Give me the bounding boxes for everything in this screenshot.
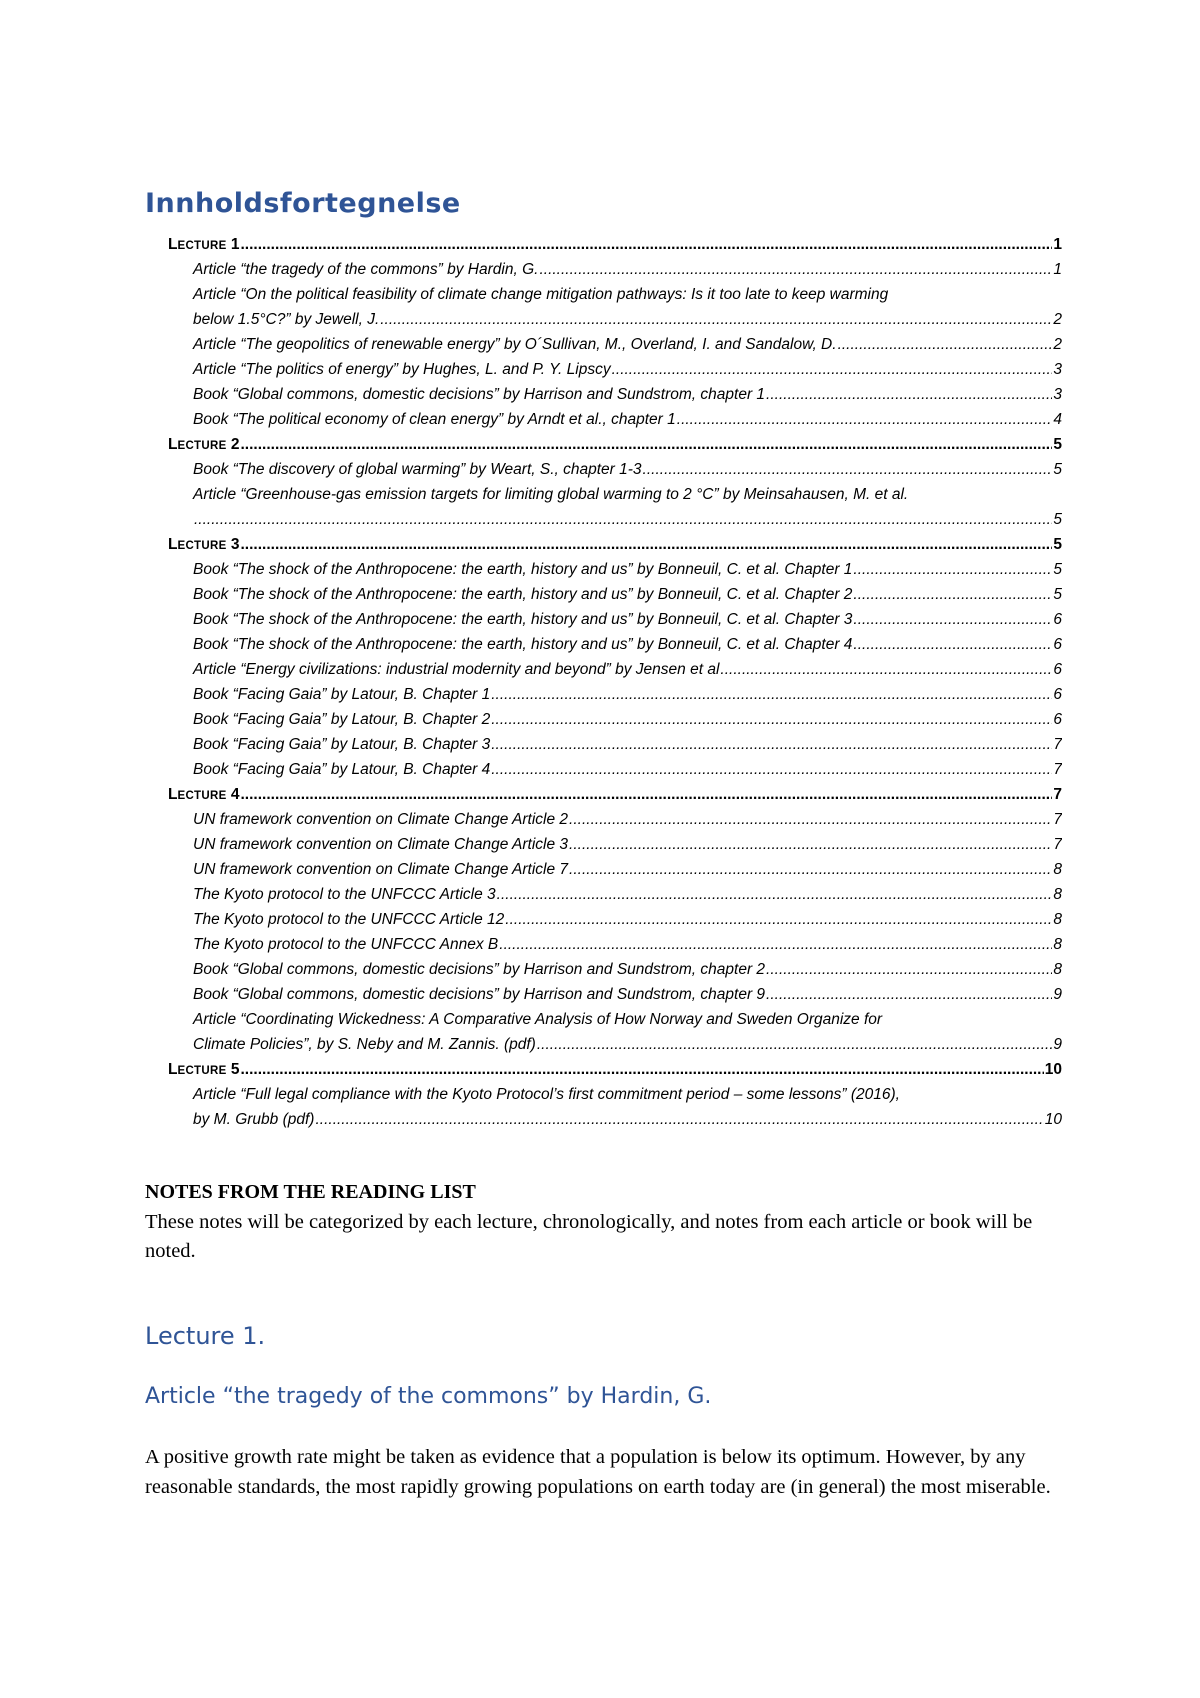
toc-page-number: 3: [1053, 386, 1062, 403]
toc-entry-label: below 1.5°C?” by Jewell, J.: [193, 311, 380, 328]
toc-page-number: 7: [1053, 786, 1062, 803]
body-paragraph: A positive growth rate might be taken as evidence that a population is below its optimum. However, by any reasonable standards, the most rapidly growing populations on earth today are (in general) the most miserable.: [145, 1446, 1051, 1498]
toc-page-number: 5: [1053, 586, 1062, 603]
toc-entry-label: UN framework convention on Climate Change Article 7: [193, 861, 569, 878]
toc-entry[interactable]: [168, 682, 1062, 707]
toc-lecture-label: [168, 532, 240, 557]
toc-leader-dots: [539, 257, 1052, 282]
toc-leader-dots: [853, 607, 1052, 632]
toc-lecture-word-initial: L: [168, 236, 178, 253]
toc-leader-dots: [853, 557, 1052, 582]
toc-page-number: 6: [1053, 636, 1062, 653]
toc-page-number: 2: [1053, 336, 1062, 353]
toc-lecture-entry[interactable]: [168, 532, 1062, 557]
toc-lecture-word-rest: ECTURE: [177, 790, 227, 802]
toc-page-number: 5: [1053, 536, 1062, 553]
toc-page-number: 8: [1053, 861, 1062, 878]
toc-entry[interactable]: [168, 507, 1062, 532]
toc-page-number: 5: [1053, 511, 1062, 528]
toc-lecture-number: 1: [226, 236, 240, 253]
toc-entry-label: UN framework convention on Climate Change Article 3: [193, 836, 569, 853]
article-heading: Article “the tragedy of the commons” by Hardin, G.: [145, 1384, 712, 1409]
toc-leader-dots: [838, 332, 1053, 357]
toc-entry-label: The Kyoto protocol to the UNFCCC Article 3: [193, 886, 496, 903]
toc-page-number: 10: [1044, 1111, 1062, 1128]
notes-intro: These notes will be categorized by each lecture, chronologically, and notes from each article or book will be noted.: [145, 1211, 1033, 1262]
toc-lecture-label: [168, 782, 240, 807]
toc-entry[interactable]: [168, 307, 1062, 332]
toc-entry-label: Book “Global commons, domestic decisions” by Harrison and Sundstrom, chapter 2: [193, 961, 766, 978]
toc-entry-label: Article “The geopolitics of renewable energy” by O´Sullivan, M., Overland, I. and Sandalow, D.: [193, 336, 837, 353]
toc-page-number: 3: [1053, 361, 1062, 378]
toc-entry[interactable]: [168, 857, 1062, 882]
toc-entry[interactable]: [168, 982, 1062, 1007]
toc-leader-dots: [241, 782, 1053, 807]
toc-leader-dots: [720, 657, 1052, 682]
toc-entry-label: Book “Facing Gaia” by Latour, B. Chapter 1: [193, 686, 491, 703]
toc-entry-label: Book “The discovery of global warming” by Weart, S., chapter 1-3: [193, 461, 642, 478]
toc-lecture-entry[interactable]: [168, 232, 1062, 257]
toc-page-number: 8: [1053, 961, 1062, 978]
toc-entry[interactable]: [168, 932, 1062, 957]
toc-lecture-number: 3: [226, 536, 240, 553]
toc-entry-label: Book “Global commons, domestic decisions” by Harrison and Sundstrom, chapter 1: [193, 386, 766, 403]
toc-entry[interactable]: [168, 907, 1062, 932]
toc-lecture-entry[interactable]: [168, 432, 1062, 457]
toc-leader-dots: [194, 507, 1052, 532]
toc-lecture-label: [168, 432, 240, 457]
toc-page-number: 7: [1053, 736, 1062, 753]
toc-page-number: 6: [1053, 611, 1062, 628]
toc-lecture-number: 5: [226, 1061, 240, 1078]
toc-entry[interactable]: [168, 407, 1062, 432]
toc-page-number: 7: [1053, 761, 1062, 778]
toc-page-number: 5: [1053, 561, 1062, 578]
toc-entry[interactable]: [168, 357, 1062, 382]
toc-entry-label: Book “The shock of the Anthropocene: the earth, history and us” by Bonneuil, C. et al. Chapter 4: [193, 636, 853, 653]
toc-entry[interactable]: [168, 957, 1062, 982]
toc-leader-dots: [491, 682, 1052, 707]
toc-lecture-word-rest: ECTURE: [177, 440, 227, 452]
toc-lecture-word-initial: L: [168, 1061, 178, 1078]
toc-entry-label: by M. Grubb (pdf): [193, 1111, 315, 1128]
toc-page-number: 1: [1053, 236, 1062, 253]
toc-page-number: 9: [1053, 1036, 1062, 1053]
toc-entry[interactable]: [168, 557, 1062, 582]
toc-leader-dots: [766, 982, 1052, 1007]
toc-leader-dots: [241, 532, 1053, 557]
toc-entry[interactable]: [168, 457, 1062, 482]
toc-page-number: 5: [1053, 436, 1062, 453]
toc-entry-label: Article “the tragedy of the commons” by Hardin, G.: [193, 261, 539, 278]
toc-page-number: 6: [1053, 686, 1062, 703]
toc-leader-dots: [569, 857, 1052, 882]
toc-lecture-word-rest: ECTURE: [177, 540, 227, 552]
toc-lecture-word-initial: L: [168, 786, 178, 803]
toc-entry[interactable]: [168, 332, 1062, 357]
toc-entry-label: Article “Energy civilizations: industrial modernity and beyond” by Jensen et al: [193, 661, 720, 678]
toc-lecture-entry[interactable]: [168, 1057, 1062, 1082]
toc-entry-label: Book “Facing Gaia” by Latour, B. Chapter 2: [193, 711, 491, 728]
toc-leader-dots: [491, 757, 1052, 782]
toc-entry[interactable]: [168, 1032, 1062, 1057]
toc-entry-label: Book “The shock of the Anthropocene: the earth, history and us” by Bonneuil, C. et al. Chapter 1: [193, 561, 853, 578]
toc-leader-dots: [241, 1057, 1044, 1082]
toc-page-number: 8: [1053, 936, 1062, 953]
table-of-contents: [168, 232, 1062, 1132]
toc-entry[interactable]: [168, 1107, 1062, 1132]
toc-leader-dots: [491, 707, 1052, 732]
toc-title: Innholdsfortegnelse: [145, 188, 461, 219]
toc-page-number: 10: [1044, 1061, 1062, 1078]
toc-entry[interactable]: [168, 882, 1062, 907]
toc-entry-label: Book “The shock of the Anthropocene: the earth, history and us” by Bonneuil, C. et al. Chapter 3: [193, 611, 853, 628]
toc-page-number: 1: [1053, 261, 1062, 278]
toc-entry[interactable]: [168, 382, 1062, 407]
toc-page-number: 5: [1053, 461, 1062, 478]
toc-entry[interactable]: [168, 732, 1062, 757]
toc-entry-label-line1[interactable]: Article “On the political feasibility of climate change mitigation pathways: Is it too late to keep warming: [193, 286, 889, 303]
toc-entry[interactable]: [168, 657, 1062, 682]
toc-leader-dots: [380, 307, 1052, 332]
toc-lecture-word-rest: ECTURE: [177, 240, 227, 252]
toc-entry-label: The Kyoto protocol to the UNFCCC Annex B: [193, 936, 499, 953]
toc-leader-dots: [569, 832, 1052, 857]
toc-leader-dots: [497, 882, 1053, 907]
toc-lecture-number: 4: [226, 786, 240, 803]
lecture-heading: Lecture 1.: [145, 1322, 266, 1350]
toc-entry[interactable]: [168, 632, 1062, 657]
toc-leader-dots: [241, 432, 1053, 457]
toc-leader-dots: [677, 407, 1053, 432]
toc-entry-label: Book “Facing Gaia” by Latour, B. Chapter 3: [193, 736, 491, 753]
toc-lecture-word-initial: L: [168, 436, 178, 453]
toc-lecture-word-rest: ECTURE: [177, 1065, 227, 1077]
toc-entry[interactable]: [168, 832, 1062, 857]
toc-entry-label-line1[interactable]: Article “Coordinating Wickedness: A Comparative Analysis of How Norway and Sweden Organize for: [193, 1011, 883, 1028]
toc-entry[interactable]: [168, 807, 1062, 832]
toc-page-number: 2: [1053, 311, 1062, 328]
toc-lecture-word-initial: L: [168, 536, 178, 553]
notes-heading: NOTES FROM THE READING LIST: [145, 1181, 476, 1203]
toc-leader-dots: [853, 582, 1052, 607]
toc-entry[interactable]: [168, 257, 1062, 282]
toc-entry[interactable]: [168, 607, 1062, 632]
toc-entry[interactable]: [168, 582, 1062, 607]
toc-entry[interactable]: [168, 757, 1062, 782]
toc-page-number: 4: [1053, 411, 1062, 428]
toc-leader-dots: [505, 907, 1052, 932]
toc-leader-dots: [766, 957, 1052, 982]
toc-leader-dots: [537, 1032, 1053, 1057]
toc-entry-label: The Kyoto protocol to the UNFCCC Article 12: [193, 911, 505, 928]
toc-entry-label: Article “The politics of energy” by Hughes, L. and P. Y. Lipscy: [193, 361, 611, 378]
toc-entry-label-line1[interactable]: Article “Greenhouse-gas emission targets for limiting global warming to 2 °C” by Meinsahausen, M. et al.: [193, 486, 909, 503]
toc-page-number: 7: [1053, 811, 1062, 828]
toc-leader-dots: [499, 932, 1052, 957]
toc-entry-label: Climate Policies”, by S. Neby and M. Zannis. (pdf): [193, 1036, 536, 1053]
toc-page-number: 8: [1053, 886, 1062, 903]
toc-entry-label: Book “The political economy of clean energy” by Arndt et al., chapter 1: [193, 411, 676, 428]
toc-lecture-number: 2: [226, 436, 240, 453]
toc-entry-label: UN framework convention on Climate Change Article 2: [193, 811, 569, 828]
toc-entry-label-line1[interactable]: Article “Full legal compliance with the Kyoto Protocol’s first commitment period – some lessons” (2016),: [193, 1086, 900, 1103]
toc-page-number: 9: [1053, 986, 1062, 1003]
toc-leader-dots: [766, 382, 1052, 407]
toc-page-number: 7: [1053, 836, 1062, 853]
toc-page-number: 6: [1053, 661, 1062, 678]
toc-entry-label: Book “Facing Gaia” by Latour, B. Chapter 4: [193, 761, 491, 778]
toc-entry[interactable]: [168, 707, 1062, 732]
toc-lecture-entry[interactable]: [168, 782, 1062, 807]
toc-leader-dots: [612, 357, 1053, 382]
toc-leader-dots: [491, 732, 1052, 757]
toc-page-number: 6: [1053, 711, 1062, 728]
toc-page-number: 8: [1053, 911, 1062, 928]
toc-leader-dots: [853, 632, 1052, 657]
toc-entry-label: Book “Global commons, domestic decisions” by Harrison and Sundstrom, chapter 9: [193, 986, 766, 1003]
toc-leader-dots: [643, 457, 1053, 482]
toc-lecture-label: [168, 1057, 240, 1082]
toc-leader-dots: [315, 1107, 1043, 1132]
toc-leader-dots: [241, 232, 1053, 257]
toc-entry-label: Book “The shock of the Anthropocene: the earth, history and us” by Bonneuil, C. et al. Chapter 2: [193, 586, 853, 603]
toc-lecture-label: [168, 232, 240, 257]
toc-leader-dots: [569, 807, 1052, 832]
